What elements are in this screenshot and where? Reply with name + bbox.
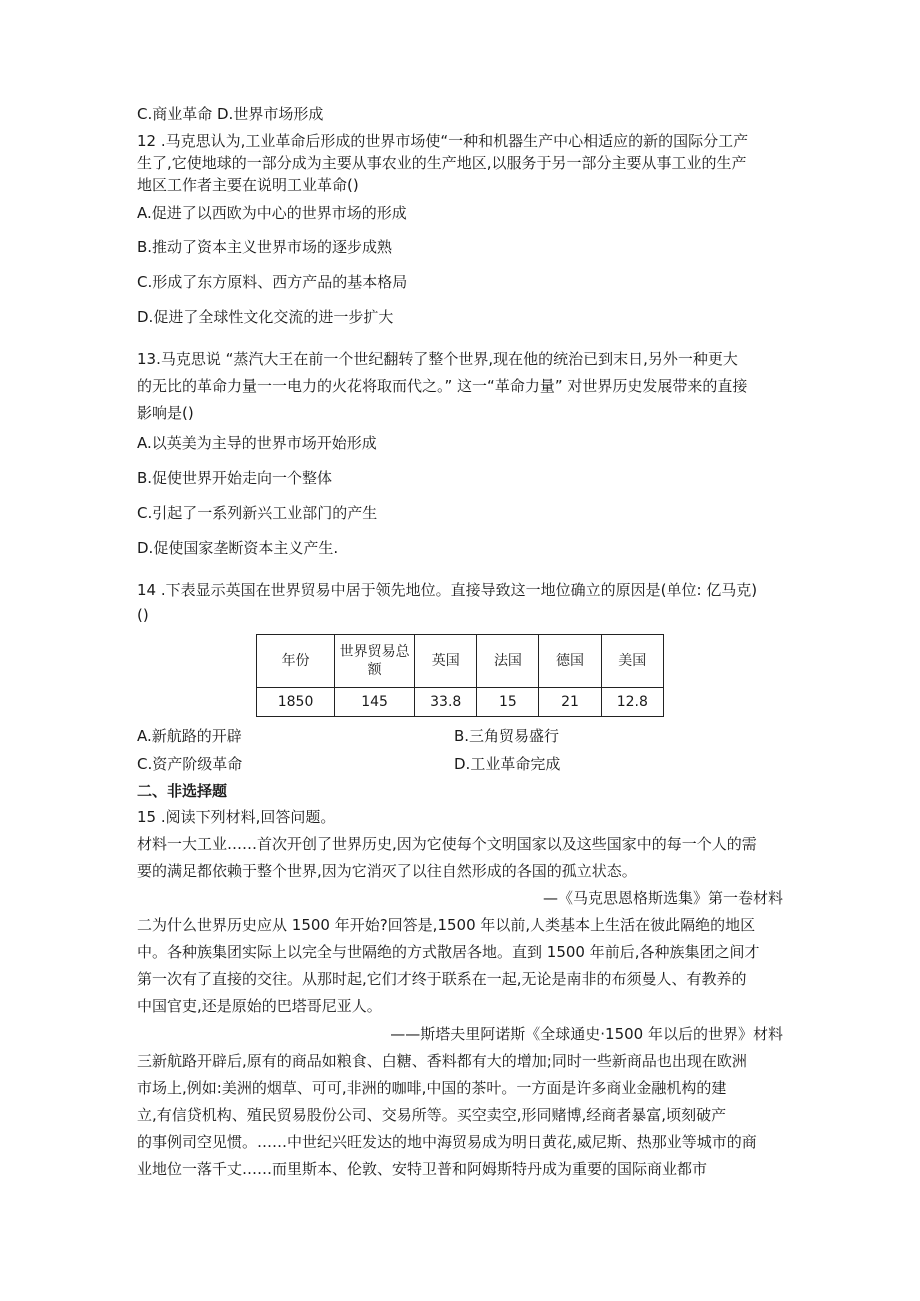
section-title: 二、非选择题	[137, 782, 228, 800]
material-1-source: —《马克思恩格斯选集》第一卷材料	[542, 889, 783, 907]
header-britain: 英国	[415, 635, 477, 688]
q13-option-a: A.以英美为主导的世界市场开始形成	[137, 434, 377, 452]
q13-stem-line-1: 13.马克思说 “蒸汽大王在前一个世纪翻转了整个世界,现在他的统治已到末日,另外一种更大	[137, 350, 738, 368]
q14-option-b: B.三角贸易盛行	[454, 727, 560, 745]
q11-options-tail: C.商业革命 D.世界市场形成	[137, 105, 324, 123]
cell-year: 1850	[257, 688, 335, 717]
material-2-line-4: 中国官吏,还是原始的巴塔哥尼亚人。	[137, 997, 382, 1015]
header-france: 法国	[477, 635, 539, 688]
q14-stem-line-2: ()	[137, 606, 149, 624]
q12-stem-line-2: 生了,它使地球的一部分成为主要从事农业的生产地区,以服务于另一部分主要从事工业的生产	[137, 154, 747, 172]
q12-stem-line-3: 地区工作者主要在说明工业革命()	[137, 176, 359, 194]
material-3-line-1: 三新航路开辟后,原有的商品如粮食、白糖、香料都有大的增加;同时一些新商品也出现在欧洲	[137, 1052, 747, 1070]
q12-option-b: B.推动了资本主义世界市场的逐步成熟	[137, 238, 393, 256]
q12-option-c: C.形成了东方原料、西方产品的基本格局	[137, 273, 408, 291]
header-world-total	[335, 635, 415, 688]
cell-world-total: 145	[335, 688, 415, 717]
q12-option-d: D.促进了全球性文化交流的进一步扩大	[137, 308, 394, 326]
header-year: 年份	[257, 635, 335, 688]
q13-option-c: C.引起了一系列新兴工业部门的产生	[137, 504, 378, 522]
material-2-line-1: 二为什么世界历史应从 1500 年开始?回答是,1500 年以前,人类基本上生活在彼此隔绝的地区	[137, 916, 756, 934]
material-3-line-2: 市场上,例如:美洲的烟草、可可,非洲的咖啡,中国的茶叶。一方面是许多商业金融机构的建	[137, 1079, 727, 1097]
header-germany: 德国	[539, 635, 601, 688]
table-row	[257, 688, 664, 717]
q15-intro: 15 .阅读下列材料,回答问题。	[137, 808, 336, 826]
material-3-line-4: 的事例司空见惯。……中世纪兴旺发达的地中海贸易成为明日黄花,威尼斯、热那业等城市的商	[137, 1133, 757, 1151]
q14-option-d: D.工业革命完成	[454, 755, 561, 773]
q13-option-b: B.促使世界开始走向一个整体	[137, 469, 333, 487]
material-2-line-2: 中。各种族集团实际上以完全与世隔绝的方式散居各地。直到 1500 年前后,各种族集团之间才	[137, 943, 760, 961]
cell-britain: 33.8	[415, 688, 477, 717]
cell-germany: 21	[539, 688, 601, 717]
header-usa: 美国	[601, 635, 663, 688]
material-1-line-2: 要的满足都依赖于整个世界,因为它消灭了以往自然形成的各国的孤立状态。	[137, 862, 637, 880]
cell-france: 15	[477, 688, 539, 717]
header-world-total-line-2: 额	[367, 662, 382, 678]
trade-table	[256, 634, 664, 717]
material-2-line-3: 第一次有了直接的交往。从那时起,它们才终于联系在一起,无论是南非的布须曼人、有教养的	[137, 970, 747, 988]
material-3-line-3: 立,有信贷机构、殖民贸易股份公司、交易所等。买空卖空,形同赌博,经商者暴富,顷刻破产	[137, 1106, 727, 1124]
material-2-source: ——斯塔夫里阿诺斯《全球通史·1500 年以后的世界》材料	[390, 1025, 783, 1043]
cell-usa: 12.8	[601, 688, 663, 717]
q12-option-a: A.促进了以西欧为中心的世界市场的形成	[137, 204, 407, 222]
trade-table-header-row	[257, 635, 664, 688]
material-1-line-1: 材料一大工业……首次开创了世界历史,因为它使每个文明国家以及这些国家中的每一个人的需	[137, 835, 757, 853]
q12-stem-line-1: 12 .马克思认为,工业革命后形成的世界市场使“一种和机器生产中心相适应的新的国际分工产	[137, 132, 749, 150]
q13-stem-line-2: 的无比的革命力量一一电力的火花将取而代之。” 这一“革命力量” 对世界历史发展带来的直接	[137, 377, 748, 395]
q13-stem-line-3: 影响是()	[137, 404, 194, 422]
q14-option-a: A.新航路的开辟	[137, 727, 242, 745]
q14-stem-line-1: 14 .下表显示英国在世界贸易中居于领先地位。直接导致这一地位确立的原因是(单位: 亿马克)	[137, 581, 758, 599]
q14-option-c: C.资产阶级革命	[137, 755, 243, 773]
header-world-total-line-1: 世界贸易总	[339, 644, 410, 660]
q13-option-d: D.促使国家垄断资本主义产生.	[137, 539, 339, 557]
material-3-line-5: 业地位一落千丈……而里斯本、伦敦、安特卫普和阿姆斯特丹成为重要的国际商业都市	[137, 1160, 708, 1178]
